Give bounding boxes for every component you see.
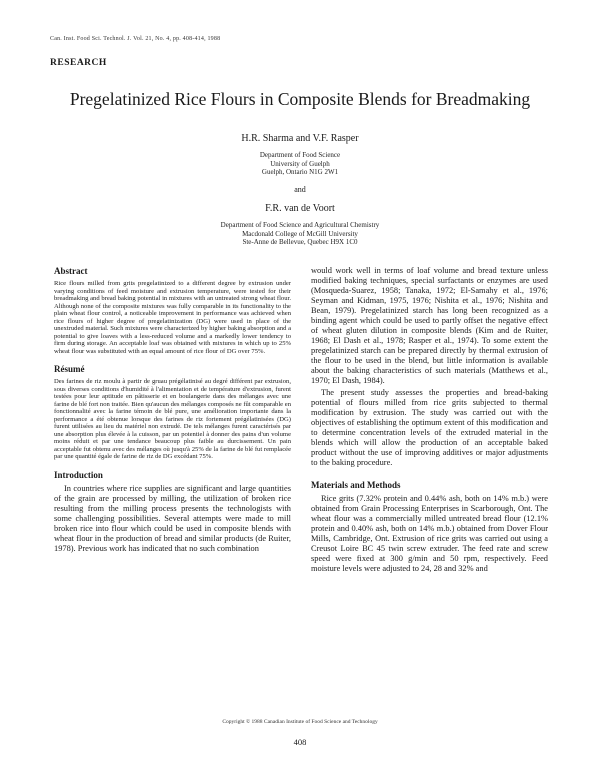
abstract-heading: Abstract xyxy=(54,266,88,276)
authors-secondary: F.R. van de Voort xyxy=(265,203,335,214)
right-column xyxy=(311,266,548,574)
affiliation-line: University of Guelph xyxy=(270,159,330,168)
introduction-text: In countries where rice supplies are significant and large quantities of the grain are processed by milling, the utilization of broken rice resulting from the milling process presents the technologists with some challenging possibilities. Several attempts were made to mill broken rice into flour which could be used in composite blends with wheat flour in the production of bread and similar products (de Ruiter, 1978). Previous work has indicated that no such combination xyxy=(54,483,291,553)
materials-methods-text: Rice grits (7.32% protein and 0.44% ash, both on 14% m.b.) were obtained from Grain Processing Enterprises in Scarborough, Ont. The wheat flour was a commercially milled untreated bread flour (12.1% protein and 0.40% ash, both on 14% m.b.) obtained from Dover Flour Mills, Cambridge, Ont. Extrusion of rice grits was carried out using a Creusot Loire BC 45 twin screw extruder. The feed rate and screw speed were fixed at 300 g/min and 50 rpm, respectively. Feed moisture levels were adjusted to 24, 28 and 32% and xyxy=(311,494,548,573)
resume-heading: Résumé xyxy=(54,364,85,374)
affiliation-line: Macdonald College of McGill University xyxy=(242,229,358,238)
introduction-heading: Introduction xyxy=(54,469,103,480)
journal-header: Can. Inst. Food Sci. Technol. J. Vol. 21, No. 4, pp. 408-414, 1988 xyxy=(50,36,221,42)
abstract-text: Rice flours milled from grits pregelatinized to a different degree by extrusion under varying conditions of feed moisture and extrusion temperature, were tested for their breadmaking and bread baking potential in mixtures with an untreated strong wheat flour. Although none of the composite mixtures was fully comparable in its functionality to the plain wheat flour control, a noticeable improvement in performance was achieved when rice flours of higher degree of pregelatinization (DG) were used in place of the unextruded material. Such mixtures were characterized by higher baking absorption and a potential to give loaves with a less-reduced volume and a markedly lower tendency to firm during storage. An acceptable loaf was obtained with mixtures in which up to 25% wheat flour was substituted with an equal amount of rice flour of DG over 75%. xyxy=(54,280,291,355)
affiliation-guelph xyxy=(100,151,500,177)
resume-text: Des farines de riz moulu à partir de gruau prégélatinisé au degré différent par extrusion, sous diverses conditions d'humidité à l'alimentation et de température d'extrusion, furent testées pour leur aptitude en pâtisserie et en boulangerie dans des mélanges avec une farine de blé fort non traitée. Bien qu'aucun des mélanges composés ne fût comparable en fonctionnalité avec la farine témoin de blé pure, une amélioration importante dans la performance a été obtenue lorsque des farines de riz fortement prégélatinisées (DG) furent utilisées au lieu du matériel non extrudé. De tels mélanges furent caractérisés par une absorption plus élevée à la cuisson, par un potentiel à donner des pains d'un volume moins réduit et par une tendance beaucoup plus faible au durcissement. Un pain acceptable fut obtenu avec des mélanges où jusqu'à 25% de la farine de blé fut remplacée par une quantité égale de farine de riz de DG excédant 75%. xyxy=(54,378,291,460)
affiliation-mcgill xyxy=(100,221,500,247)
affiliation-line: Ste-Anne de Bellevue, Quebec H9X 1C0 xyxy=(242,238,358,247)
left-column xyxy=(54,266,291,554)
affiliation-line: Department of Food Science and Agricultural Chemistry xyxy=(220,221,380,229)
affiliation-line: Guelph, Ontario N1G 2W1 xyxy=(261,168,339,177)
copyright-line: Copyright © 1988 Canadian Institute of Food Science and Technology xyxy=(222,719,378,725)
authors-primary: H.R. Sharma and V.F. Rasper xyxy=(241,133,359,144)
intro-continued-text: would work well in terms of loaf volume and bread texture unless modified baking techniques, special surfactants or enzymes are used (Mosqueda-Suarez, 1958; Tanaka, 1972; El-Samahy et al., 1976; Seyman and Kidman, 1975, 1976; Nishita et al., 1976; Nishita and Bean, 1979). Pregelatinized starch has long been recognized as a binding agent which could be used to partly offset the negative effect of wheat gluten dilution in composite blends (Kim and de Ruiter, 1968; El Dash et al., 1978; Rasper et al., 1974). To some extent the pregelatinized starch can be prepared directly by thermal extrusion of the flour to be used in the blend, but little information is available about the baking characteristics of such materials (Matthews et al., 1970; El Dash, 1984). xyxy=(311,266,548,385)
paper-title: Pregelatinized Rice Flours in Composite Blends for Breadmaking xyxy=(69,89,531,109)
page-number: 408 xyxy=(293,737,307,747)
materials-methods-heading: Materials and Methods xyxy=(311,480,401,490)
and-separator: and xyxy=(294,185,306,194)
study-objectives-text: The present study assesses the properties and bread-baking potential of flours milled from rice grits subjected to thermal modification by extrusion. The study was carried out with the objectives of establishing the optimum extent of this modification and to determine concentration levels of the extruded material in the blends which will allow the production of an acceptable baked product without the use of improving additives or major adjustments to the baking procedure. xyxy=(311,388,548,467)
section-label: RESEARCH xyxy=(50,58,107,68)
affiliation-line: Department of Food Science xyxy=(259,151,341,159)
